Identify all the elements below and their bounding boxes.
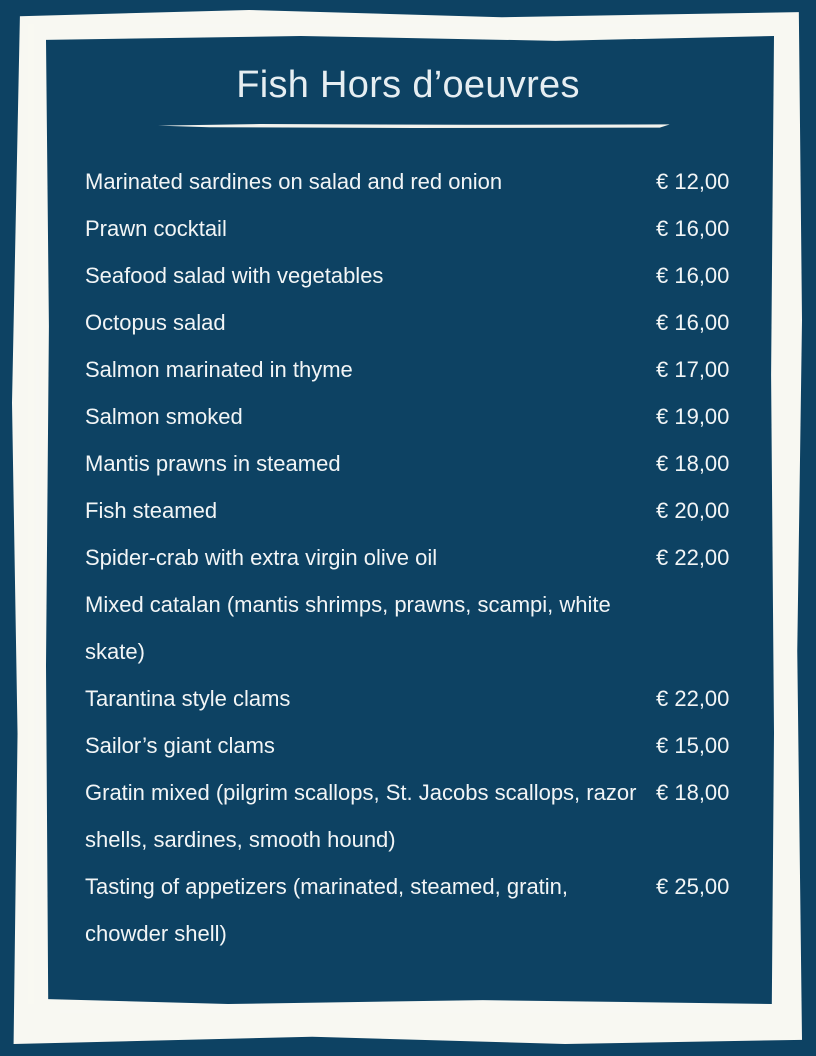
menu-item-price: € 22,00 [656,545,730,570]
menu-item-name: Prawn cocktail [85,216,227,241]
menu-item-price: € 18,00 [656,451,730,476]
menu-item-price: € 17,00 [656,357,730,382]
menu-item-price: € 20,00 [656,498,730,523]
menu-item-price: € 22,00 [656,686,730,711]
menu-item [85,769,765,863]
menu-item-name: Seafood salad with vegetables [85,263,384,288]
menu-item [85,487,765,534]
brush-stroke-bottom [60,1010,760,1013]
menu-item [85,863,765,957]
menu-item [85,675,765,722]
menu-item-name: Mantis prawns in steamed [85,451,341,476]
menu-item-name: Sailor’s giant clams [85,733,275,758]
brush-stroke-left [28,24,34,1004]
menu-item [85,393,765,440]
menu-item-name: Spider-crab with extra virgin olive oil [85,545,438,570]
menu-item-name: Octopus salad [85,310,226,335]
menu-item-price: € 12,00 [656,169,730,194]
brush-stroke-top [150,24,710,27]
menu-item-price: € 15,00 [656,733,730,758]
menu-item [85,346,765,393]
menu-item [85,158,765,205]
menu-list [85,158,765,957]
menu-item [85,252,765,299]
menu-item [85,581,765,675]
menu-item [85,534,765,581]
menu-item-name: Mixed catalan (mantis shrimps, prawns, scampi, white skate) [85,592,611,664]
page-title: Fish Hors d’oeuvres [236,64,580,106]
menu-item [85,440,765,487]
menu-item-name: Salmon smoked [85,404,243,429]
menu-item-name: Fish steamed [85,498,218,523]
menu-item-name: Gratin mixed (pilgrim scallops, St. Jacobs scallops, razor shells, sardines, smooth hound) [85,780,637,852]
menu-item [85,205,765,252]
menu-item-price: € 16,00 [656,263,730,288]
menu-item-name: Marinated sardines on salad and red onion [85,169,503,194]
menu-item-price: € 16,00 [656,310,730,335]
menu-item-name: Tasting of appetizers (marinated, steamed, gratin, chowder shell) [85,874,569,946]
menu-item [85,722,765,769]
menu-item-price: € 19,00 [656,404,730,429]
menu-item-name: Tarantina style clams [85,686,291,711]
menu-item-price: € 25,00 [656,874,730,899]
brush-stroke-left-inner [36,360,39,860]
menu-item-name: Salmon marinated in thyme [85,357,353,382]
menu-item-price: € 16,00 [656,216,730,241]
menu-item [85,299,765,346]
brush-stroke-right [780,40,785,1000]
menu-item-price: € 18,00 [656,780,730,805]
